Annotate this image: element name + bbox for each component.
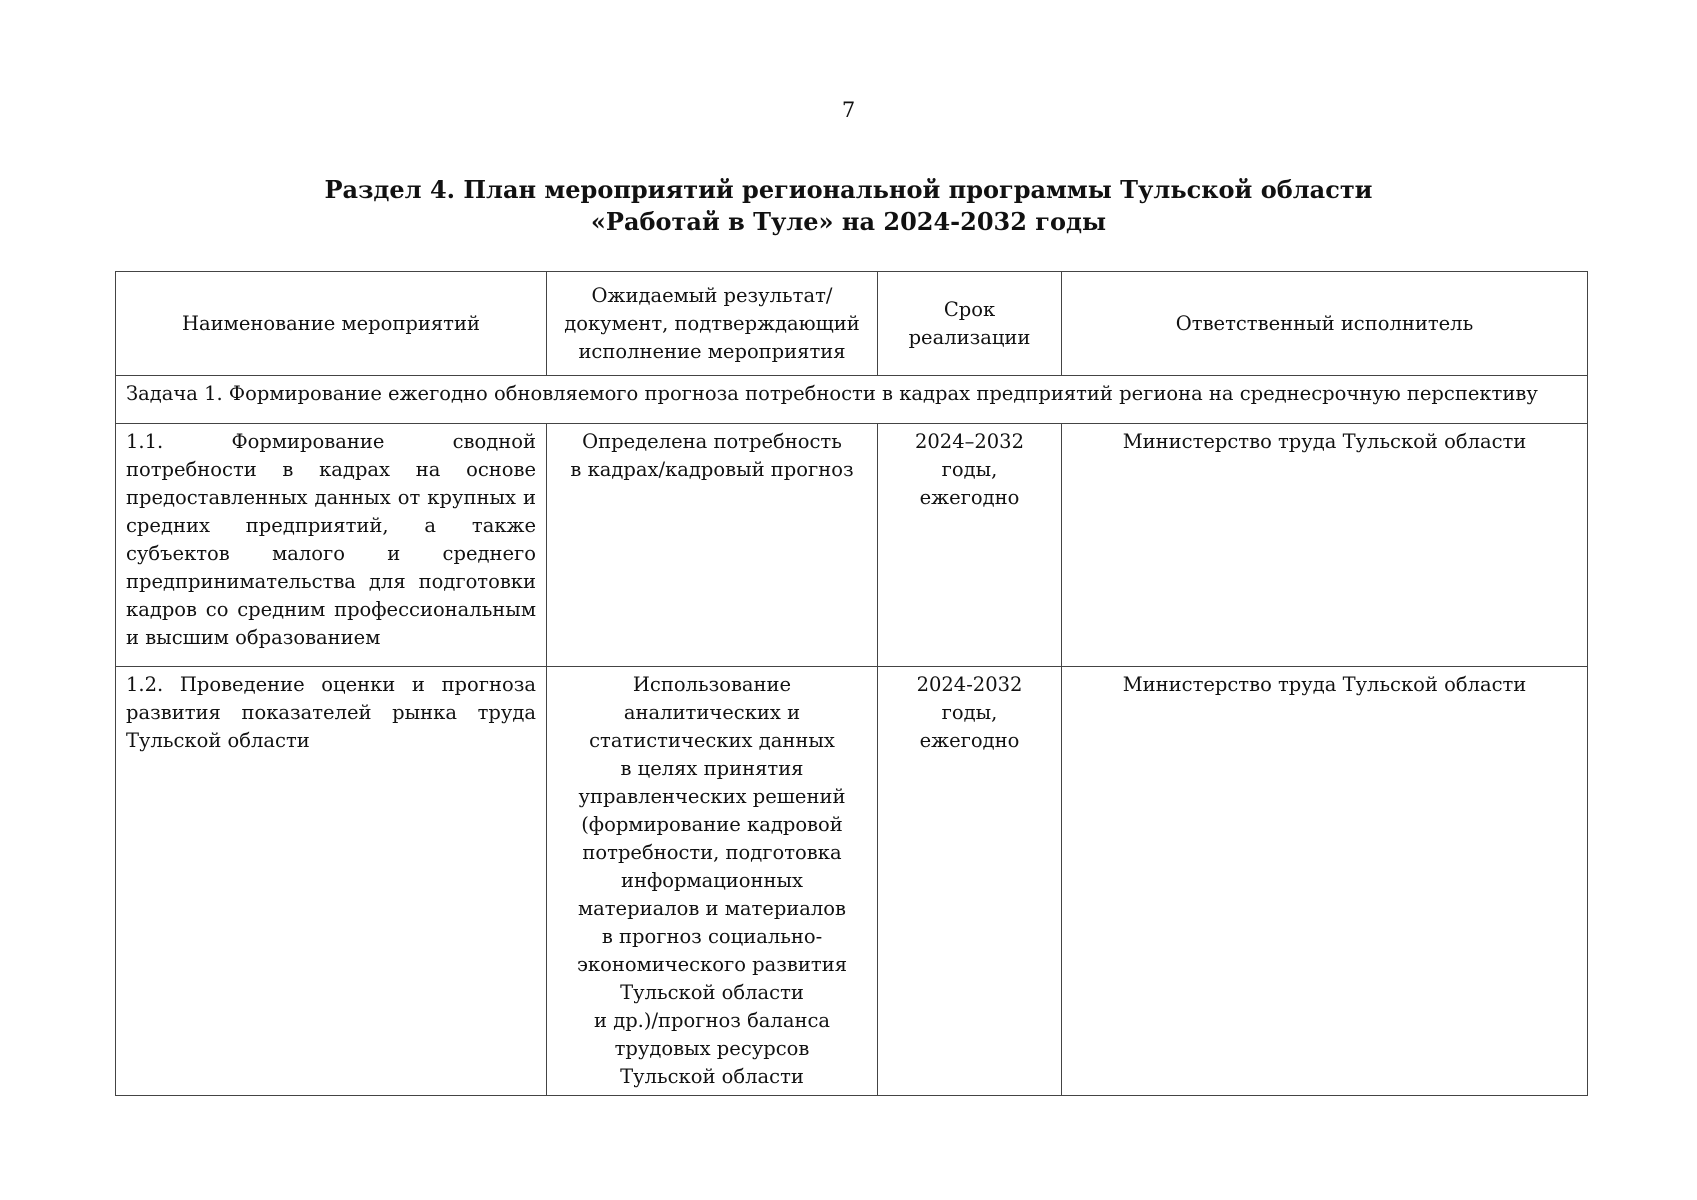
section-title-line-2: «Работай в Туле» на 2024-2032 годы	[590, 207, 1107, 236]
task-1-label: Задача 1. Формирование ежегодно обновляемого прогноза потребности в кадрах предприятий региона на среднесрочную перспективу	[116, 376, 1588, 424]
activity-name-cell: 1.1. Формирование сводной потребности в кадрах на основе предоставленных данных от крупных и средних предприятий, а также субъектов малого и среднего предпринимательства для подготовки кадров со средним профессиональным и высшим образованием	[116, 424, 547, 667]
expected-result-cell: Использование аналитических и статистических данных в целях принятия управленческих решений (формирование кадровой потребности, подготовка информационных материалов и материалов в прогноз социально- экономического развития Тульской области и др.)/прогноз баланса трудовых ресурсов Тульской области	[547, 667, 878, 1096]
section-title-line-1: Раздел 4. План мероприятий региональной программы Тульской области	[324, 175, 1373, 204]
activity-name-cell: 1.2. Проведение оценки и прогноза развития показателей рынка труда Тульской области	[116, 667, 547, 1096]
header-expected-result: Ожидаемый результат/ документ, подтверждающий исполнение мероприятия	[547, 272, 878, 376]
term-cell: 2024–2032 годы, ежегодно	[878, 424, 1062, 667]
expected-result-cell: Определена потребность в кадрах/кадровый прогноз	[547, 424, 878, 667]
term-cell: 2024-2032 годы, ежегодно	[878, 667, 1062, 1096]
section-title	[0, 174, 1697, 238]
header-activity-name: Наименование мероприятий	[116, 272, 547, 376]
table-header-row	[116, 272, 1588, 376]
task-row	[116, 376, 1588, 424]
table-row	[116, 667, 1588, 1096]
header-term: Срок реализации	[878, 272, 1062, 376]
executor-cell: Министерство труда Тульской области	[1062, 424, 1588, 667]
executor-cell: Министерство труда Тульской области	[1062, 667, 1588, 1096]
table-row	[116, 424, 1588, 667]
action-plan-table	[115, 271, 1588, 1096]
page-number: 7	[841, 98, 856, 122]
header-executor: Ответственный исполнитель	[1062, 272, 1588, 376]
